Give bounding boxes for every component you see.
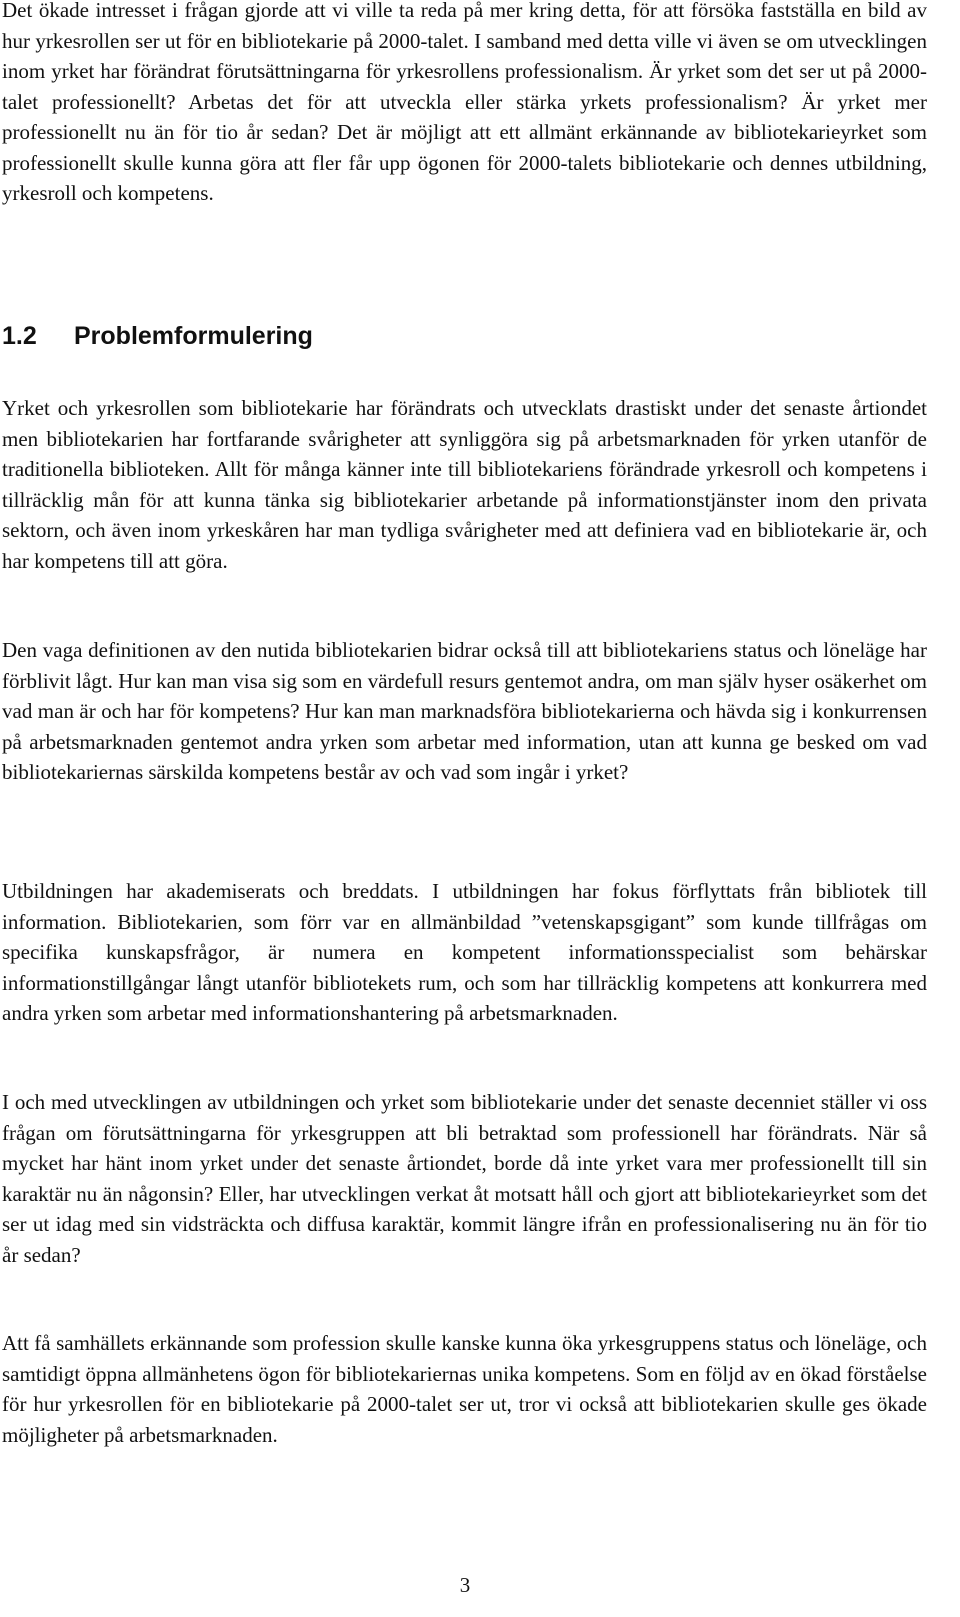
section-title: Problemformulering bbox=[74, 322, 313, 350]
body-paragraph-5: Att få samhällets erkännande som profession skulle kanske kunna öka yrkesgruppens status och löneläge, och samtidigt öppna allmänhetens ögon för bibliotekariernas unika kompetens. Som en följd av en ökad förståelse för hur yrkesrollen för en bibliotekarie på 2000-talet ser ut, tror vi också att bibliotekarien skulle ges ökade möjligheter på arbetsmarknaden. bbox=[2, 1331, 927, 1447]
page-number: 3 bbox=[459, 1573, 471, 1597]
body-paragraph-1: Yrket och yrkesrollen som bibliotekarie har förändrats och utvecklats drastiskt under det senaste årtiondet men bibliotekarien har fortfarande svårigheter att synliggöra sig på arbetsmarknaden för yrken utanför de traditionella biblioteken. Allt för många känner inte till bibliotekariens förändrade yrkesroll och kompetens i tillräcklig mån för att kunna tänka sig bibliotekarier arbetande på informationstjänster inom den privata sektorn, och även inom yrkeskåren har man tydliga svårigheter med att definiera vad en bibliotekarie är, och har kompetens till att göra. bbox=[2, 396, 927, 573]
section-heading bbox=[2, 316, 313, 356]
section-number: 1.2 bbox=[2, 322, 37, 350]
body-paragraph-2: Den vaga definitionen av den nutida bibliotekarien bidrar också till att bibliotekariens status och löneläge har förblivit lågt. Hur kan man visa sig som en värdefull resurs gentemot andra, om man själv hyser osäkerhet om vad man är och har för kompetens? Hur kan man marknadsföra bibliotekarierna och hävda sig i konkurrensen på arbetsmarknaden gentemot andra yrken som arbetar med information, utan att kunna ge besked om vad bibliotekariernas särskilda kompetens består av och vad som ingår i yrket? bbox=[2, 638, 927, 784]
intro-paragraph: Det ökade intresset i frågan gjorde att vi ville ta reda på mer kring detta, för att försöka fastställa en bild av hur yrkesrollen ser ut för en bibliotekarie på 2000-talet. I samband med detta ville vi även se om utvecklingen inom yrket har förändrat förutsättningarna för yrkesrollens professionalism. Är yrket som det ser ut på 2000-talet professionellt? Arbetas det för att utveckla eller stärka yrkets professionalism? Är yrket mer professionellt nu än för tio år sedan? Det är möjligt att ett allmänt erkännande av bibliotekarieyrket som professionellt skulle kunna göra att fler får upp ögonen för 2000-talets bibliotekarie och dennes utbildning, yrkesroll och kompetens. bbox=[2, 0, 927, 205]
body-paragraph-3: Utbildningen har akademiserats och breddats. I utbildningen har fokus förflyttats från bibliotek till information. Bibliotekarien, som förr var en allmänbildad ”vetenskapsgigant” som kunde tillfrågas om specifika kunskapsfrågor, är numera en kompetent informationsspecialist som behärskar informationstillgångar långt utanför bibliotekets rum, och som har tillräcklig kompetens att konkurrera med andra yrken som arbetar med informationshantering på arbetsmarknaden. bbox=[2, 879, 927, 1025]
body-paragraph-4: I och med utvecklingen av utbildningen och yrket som bibliotekarie under det senaste decenniet ställer vi oss frågan om förutsättningarna för yrkesgruppen att bli betraktad som professionell har förändrats. När så mycket har hänt inom yrket under det senaste årtiondet, borde då inte yrket vara mer professionellt till sin karaktär nu än någonsin? Eller, har utvecklingen verkat åt motsatt håll och gjort att bibliotekarieyrket som det ser ut idag med sin vidsträckta och diffusa karaktär, kommit längre ifrån en professionalisering nu än för tio år sedan? bbox=[2, 1090, 927, 1267]
